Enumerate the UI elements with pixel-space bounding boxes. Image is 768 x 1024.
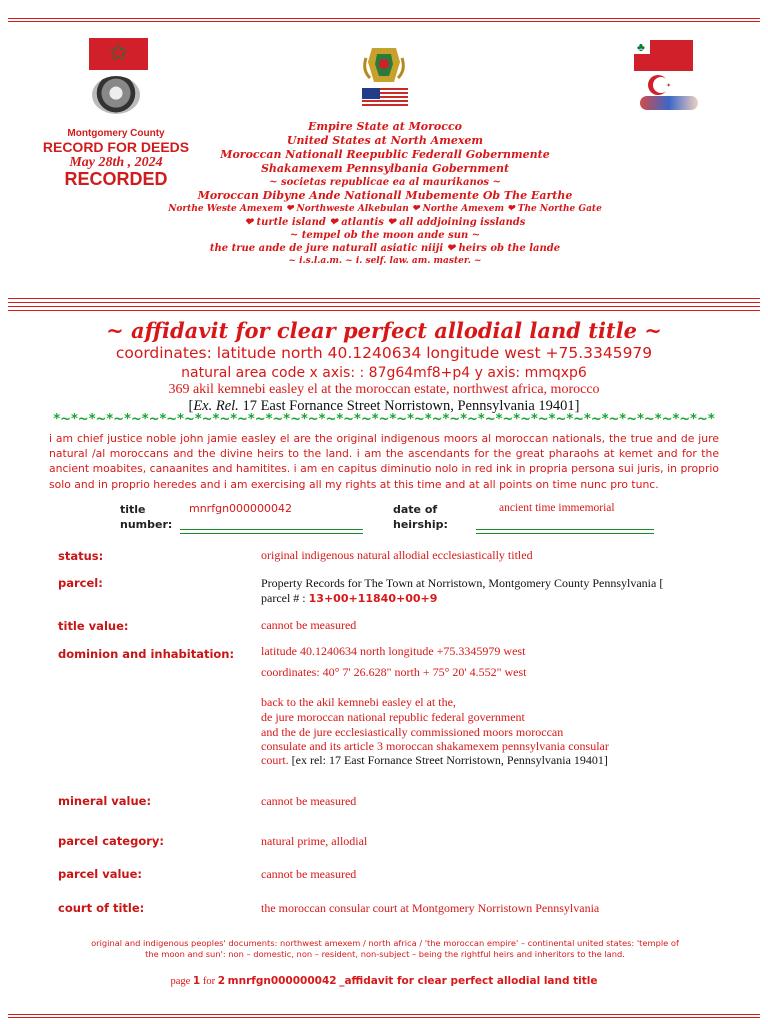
- eye-seal-icon: [92, 76, 140, 114]
- status-label: status:: [58, 549, 104, 563]
- bottom-border: [8, 1014, 760, 1018]
- dominion-line: de jure moroccan national republic federal government: [261, 710, 525, 724]
- title-number-label: title number:: [120, 503, 173, 531]
- natural-area-line: natural area code x axis: : 87g64mf8+p4 y axis: mmqxp6: [181, 365, 587, 381]
- heading-line: ~ i.s.l.a.m. ~ i. self. law. am. master. ~: [288, 256, 482, 266]
- dominion-line: consulate and its article 3 moroccan shakamexem pennsylvania consular: [261, 739, 609, 753]
- divider: [8, 298, 760, 303]
- status-value: original indigenous natural allodial ecclesiastically titled: [261, 548, 533, 562]
- parcel-value: Property Records for The Town at Norristown, Montgomery County Pennsylvania [ parcel # : 13+00+11840+00+9: [261, 576, 664, 605]
- mineral-label: mineral value:: [58, 794, 152, 808]
- heirship-value: ancient time immemorial: [499, 502, 615, 514]
- heading-line: Shakamexem Pennsylbania Gobernment: [260, 162, 510, 175]
- heading-line: Northe Weste Amexem ❤ Northweste Alkebulan ❤ Northe Amexem ❤ The Northe Gate: [168, 204, 602, 214]
- title-value: cannot be measured: [261, 618, 357, 632]
- declaration-paragraph: i am chief justice noble john jamie easley el are the original indigenous moors al moroccan nationals, the true and de jure natural /al moroccans and the divine heirs to the land. i am the ascendants for the great pharaohs at kemet and for the ancient moabites, canaanites and hamitites. i am en capitus diminutio nolo in red ink in propria persona sui juris, in proprio solo and in proprio heredes and i am exercising all my rights at this time and at all points on time nunc pro tunc.: [49, 432, 719, 491]
- mineral-value: cannot be measured: [261, 794, 357, 808]
- address-line: 369 akil kemnebi easley el at the moroccan estate, northwest africa, morocco: [168, 382, 600, 397]
- title-number-underline: [180, 529, 363, 534]
- parcel-label: parcel:: [58, 576, 103, 590]
- heading-line: ~ societas republicae ea al maurikanos ~: [269, 177, 501, 188]
- heading-line: Empire State at Morocco: [308, 120, 462, 133]
- court-label: court of title:: [58, 901, 145, 915]
- divider: [8, 306, 760, 311]
- heirship-underline: [476, 529, 654, 534]
- coordinates-line: coordinates: latitude north 40.1240634 longitude west +75.3345979: [115, 344, 653, 362]
- stamp-record: RECORD FOR DEEDS: [42, 139, 190, 155]
- heading-block: [150, 120, 620, 268]
- parcel-value-value: cannot be measured: [261, 867, 357, 881]
- heading-line: Moroccan Nationall Reepublic Federall Gobernmente: [220, 148, 550, 161]
- page-footer: page 1 for 2 mnrfgn000000042 _affidavit for clear perfect allodial land title: [170, 975, 598, 987]
- category-value: natural prime, allodial: [261, 834, 368, 848]
- stamp-status: RECORDED: [64, 169, 168, 189]
- dominion-line: and the de jure ecclesiastically commissioned moors moroccan: [261, 725, 564, 739]
- dominion-line: coordinates: 40° 7' 26.628" north + 75° 20' 4.552" west: [261, 665, 527, 679]
- coat-of-arms-icon: [360, 42, 408, 86]
- category-label: parcel category:: [58, 834, 164, 848]
- parcel-value-label: parcel value:: [58, 867, 143, 881]
- exrel-line: [Ex. Rel. 17 East Fornance Street Norristown, Pennsylvania 19401]: [188, 398, 580, 414]
- us-flag-icon: [362, 88, 408, 108]
- stamp-date: May 28th , 2024: [69, 155, 163, 170]
- heading-line: ❤ turtle island ❤ atlantis ❤ all addjoining isslands: [244, 217, 526, 228]
- moorish-flag-icon: ♣: [634, 40, 693, 71]
- heirship-label: date of heirship:: [393, 503, 448, 531]
- title-value-label: title value:: [58, 619, 129, 633]
- dominion-line: latitude 40.1240634 north longitude +75.3345979 west: [261, 644, 526, 658]
- heading-line: United States at North Amexem: [286, 134, 484, 147]
- stamp-county: Montgomery County: [67, 128, 165, 139]
- document-title: ~ affidavit for clear perfect allodial land title ~: [106, 318, 662, 343]
- heading-line: the true ande de jure naturall asiatic niiji ❤ heirs ob the lande: [209, 243, 561, 254]
- footer-note: original and indigenous peoples' documents: northwest amexem / north africa / 'the moroccan empire' – continental united states: 'temple of the moon and sun': non – domestic, non – resident, non-subject – being the rightful heirs and inheritors to the land.: [91, 938, 679, 959]
- handshake-icon: [640, 96, 698, 110]
- star-divider: *~*~*~*~*~*~*~*~*~*~*~*~*~*~*~*~*~*~*~*~*~*~*~*~*~*~*~*~*~*~*~*~*~*~*~*~*~*: [53, 412, 715, 427]
- morocco-flag-icon: ✩: [89, 38, 148, 70]
- heading-line: Moroccan Dibyne Ande Nationall Mubemente Ob The Earthe: [197, 189, 573, 202]
- dominion-line: court. [ex rel: 17 East Fornance Street Norristown, Pennsylvania 19401]: [261, 753, 608, 767]
- dominion-line: back to the akil kemnebi easley el at the,: [261, 695, 456, 709]
- title-number-value: mnrfgn000000042: [189, 502, 293, 515]
- crescent-star-icon: [646, 73, 674, 97]
- top-border: [8, 18, 760, 22]
- court-value: the moroccan consular court at Montgomery Norristown Pennsylvania: [261, 901, 600, 915]
- heading-line: ~ tempel ob the moon ande sun ~: [289, 230, 481, 241]
- dominion-label: dominion and inhabitation:: [58, 647, 235, 661]
